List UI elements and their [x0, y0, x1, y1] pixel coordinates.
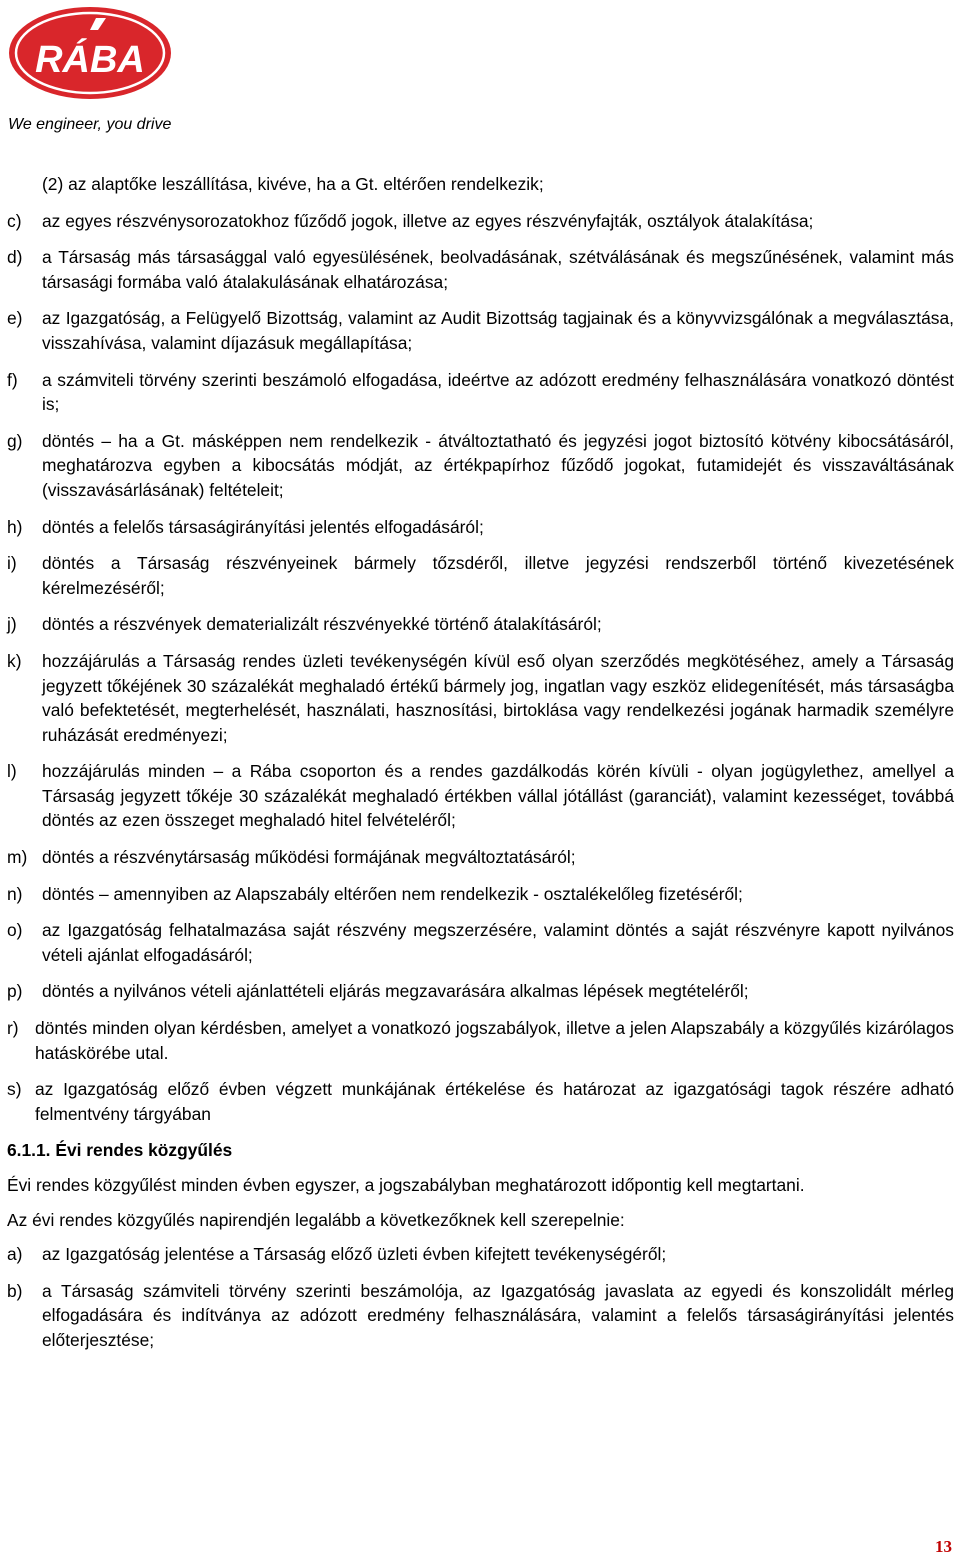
list-item: k) hozzájárulás a Társaság rendes üzleti tevékenységén kívül eső olyan szerződés megkötéséhez, amely a Társaság jegyzett tőkéjének 30 százalékát meghaladó értékű bármely jog, ingatlan vagy eszköz elidegenítését, más társaságba való befektetését, megterhelését, használati, hasznosítási, birtoklása vagy rendelkezési jogának harmadik személyre ruházását eredményezi;: [7, 650, 954, 745]
list-item: d) a Társaság más társasággal való egyesülésének, beolvadásának, szétválásának és megszűnésének, valamint más társasági formába való átalakulásának elhatározása;: [7, 247, 954, 292]
list-item: j) döntés a részvények dematerializált részvényekké történő átalakításáról;: [7, 614, 602, 635]
list-item: e) az Igazgatóság, a Felügyelő Bizottság, valamint az Audit Bizottság tagjainak és a könyvvizsgálónak a megválasztása, visszahívása, valamint díjazásuk megállapítása;: [7, 308, 954, 353]
page-number: 13: [935, 1537, 952, 1556]
list-item: h) döntés a felelős társaságirányítási jelentés elfogadásáról;: [7, 516, 484, 537]
section-heading: 6.1.1. Évi rendes közgyűlés: [7, 1140, 233, 1161]
raba-logo: [8, 6, 172, 100]
paragraph: Az évi rendes közgyűlés napirendjén legalább a következőknek kell szerepelnie:: [7, 1209, 625, 1230]
list-item: n) döntés – amennyiben az Alapszabály eltérően nem rendelkezik - osztalékelőleg fizetéséről;: [7, 883, 743, 904]
paragraph: Évi rendes közgyűlést minden évben egyszer, a jogszabályban meghatározott időpontig kell megtartani.: [7, 1175, 805, 1195]
list-item: m) döntés a részvénytársaság működési formájának megváltoztatásáról;: [7, 847, 576, 868]
document-body: [7, 172, 954, 1365]
list-item: (2) az alaptőke leszállítása, kivéve, ha a Gt. eltérően rendelkezik;: [42, 174, 544, 194]
list-item: c) az egyes részvénysorozatokhoz fűződő jogok, illetve az egyes részvényfajták, osztályok átalakítása;: [7, 210, 814, 231]
list-item: s) az Igazgatóság előző évben végzett munkájának értékelése és határozat az igazgatósági tagok részére adható felmentvény tárgyában: [7, 1079, 954, 1124]
list-item: l) hozzájárulás minden – a Rába csoporton és a rendes gazdálkodás körén kívüli - olyan jogügylethez, amellyel a Társaság jegyzett tőkéje 30 százalékát meghaladó értékben vállal jótállást (garanciát), valamint kezességet, továbbá döntés az ezen összeget meghaladó hitel felvételéről;: [7, 761, 954, 831]
list-item: b) a Társaság számviteli törvény szerinti beszámolója, az Igazgatóság javaslata az egyedi és konszolidált mérleg elfogadására és indítványa az adózott eredmény felhasználására, valamint a felelős társaságirányítási jelentés előterjesztése;: [7, 1280, 954, 1350]
list-item: o) az Igazgatóság felhatalmazása saját részvény megszerzésére, valamint döntés a saját részvényre kapott nyilvános vételi ajánlat elfogadásáról;: [7, 920, 954, 965]
list-item: r) döntés minden olyan kérdésben, amelyet a vonatkozó jogszabályok, illetve a jelen Alapszabály a közgyűlés kizárólagos hatáskörébe utal.: [7, 1018, 954, 1063]
list-item: i) döntés a Társaság részvényeinek bármely tőzsdéről, illetve jegyzési rendszerből történő kivezetésének kérelmezéséről;: [7, 553, 954, 598]
svg-text:RÁBA: RÁBA: [35, 39, 145, 81]
list-item: g) döntés – ha a Gt. másképpen nem rendelkezik - átváltoztatható és jegyzési jogot biztosító kötvény kibocsátásáról, meghatározva egyben a kibocsátás módját, az értékpapírhoz fűződő jogokat, futamidejét és visszaváltásának (visszavásárlásának) feltételeit;: [7, 430, 954, 500]
list-item: f) a számviteli törvény szerinti beszámoló elfogadása, ideértve az adózott eredmény felhasználására vonatkozó döntést is;: [7, 369, 954, 415]
list-item: a) az Igazgatóság jelentése a Társaság előző üzleti évben kifejtett tevékenységéről;: [7, 1244, 667, 1265]
tagline: We engineer, you drive: [8, 116, 172, 133]
list-item: p) döntés a nyilvános vételi ajánlattételi eljárás megzavarására alkalmas lépések megtételéről;: [7, 981, 749, 1002]
